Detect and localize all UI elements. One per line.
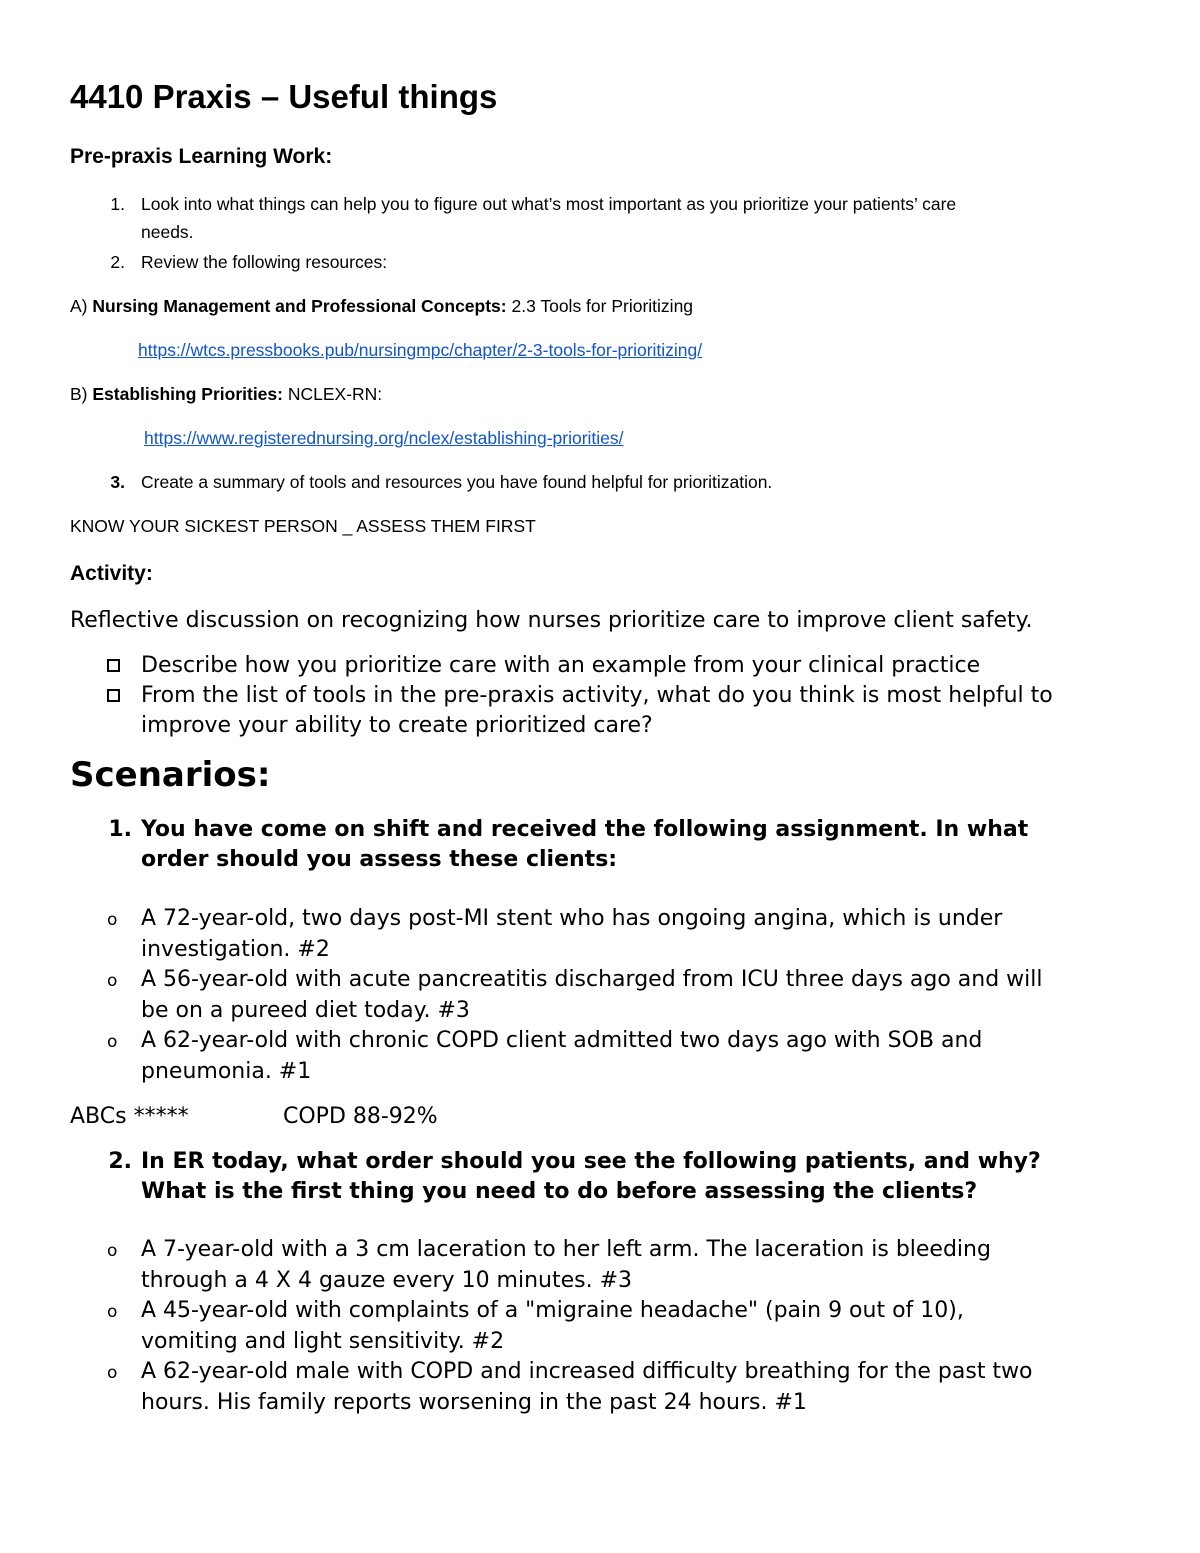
resource-prefix: A) [70,296,93,316]
circle-bullet-icon: o [107,971,118,991]
list-item-text: A 7-year-old with a 3 cm laceration to her left arm. The laceration is bleeding [141,1237,991,1262]
note-text: KNOW YOUR SICKEST PERSON _ ASSESS THEM FIRST [70,516,536,536]
list-item-text: Review the following resources: [141,252,388,272]
question-text: What is the first thing you need to do before assessing the clients? [141,1179,978,1204]
question-text: order should you assess these clients: [141,847,618,872]
checklist-item: Describe how you prioritize care with an example from your clinical practice [141,653,981,678]
question-text: You have come on shift and received the following assignment. In what [141,817,1029,842]
checkbox-icon [107,659,120,672]
circle-bullet-icon: o [107,1241,118,1261]
resource-prefix: B) [70,384,93,404]
circle-bullet-icon: o [107,1302,118,1322]
circle-bullet-icon: o [107,1363,118,1383]
activity-intro: Reflective discussion on recognizing how nurses prioritize care to improve client safety. [70,608,1033,633]
circle-bullet-icon: o [107,910,118,930]
scenarios-heading: Scenarios: [70,755,271,795]
list-item-text: Look into what things can help you to figure out what’s most important as you prioritize your patients’ care [141,194,957,214]
document-title: 4410 Praxis – Useful things [70,78,498,115]
list-item-text: A 45-year-old with complaints of a "migraine headache" (pain 9 out of 10), [141,1298,964,1323]
question-number: 2. [108,1149,132,1174]
resource-title: Nursing Management and Professional Concepts: [92,296,507,316]
list-item-text: hours. His family reports worsening in the past 24 hours. #1 [141,1390,807,1415]
checklist-item: From the list of tools in the pre-praxis activity, what do you think is most helpful to [141,683,1053,708]
list-item-text: needs. [141,222,194,242]
list-item-text: be on a pureed diet today. #3 [141,998,470,1023]
pre-praxis-heading: Pre-praxis Learning Work: [70,145,333,168]
copd-note: COPD 88-92% [283,1104,438,1129]
list-number: 2. [110,252,125,272]
list-item-text: Create a summary of tools and resources you have found helpful for prioritization. [141,472,773,492]
resource-a-label [70,296,693,317]
list-item-text: investigation. #2 [141,937,330,962]
activity-heading: Activity: [70,562,153,585]
resource-subtitle: 2.3 Tools for Prioritizing [506,296,694,316]
list-item-text: A 62-year-old with chronic COPD client admitted two days ago with SOB and [141,1028,983,1053]
resource-subtitle: NCLEX-RN: [282,384,383,404]
resource-title: Establishing Priorities: [92,384,283,404]
list-item-text: A 72-year-old, two days post-MI stent who has ongoing angina, which is under [141,906,1003,931]
abcs-note: ABCs ***** [70,1104,189,1129]
circle-bullet-icon: o [107,1032,118,1052]
list-item-text: pneumonia. #1 [141,1059,312,1084]
resource-a-link[interactable]: https://wtcs.pressbooks.pub/nursingmpc/chapter/2-3-tools-for-prioritizing/ [138,340,703,360]
list-number: 3. [110,472,125,492]
list-item-text: A 62-year-old male with COPD and increased difficulty breathing for the past two [141,1359,1033,1384]
list-item-text: vomiting and light sensitivity. #2 [141,1329,505,1354]
list-item-text: A 56-year-old with acute pancreatitis discharged from ICU three days ago and will [141,967,1043,992]
question-number: 1. [108,817,132,842]
list-number: 1. [110,194,125,214]
checklist-item: improve your ability to create prioritized care? [141,713,653,738]
checkbox-icon [107,689,120,702]
question-text: In ER today, what order should you see the following patients, and why? [141,1149,1041,1174]
list-item-text: through a 4 X 4 gauze every 10 minutes. #3 [141,1268,633,1293]
resource-b-link[interactable]: https://www.registerednursing.org/nclex/establishing-priorities/ [144,428,624,448]
resource-b-label [70,384,382,405]
